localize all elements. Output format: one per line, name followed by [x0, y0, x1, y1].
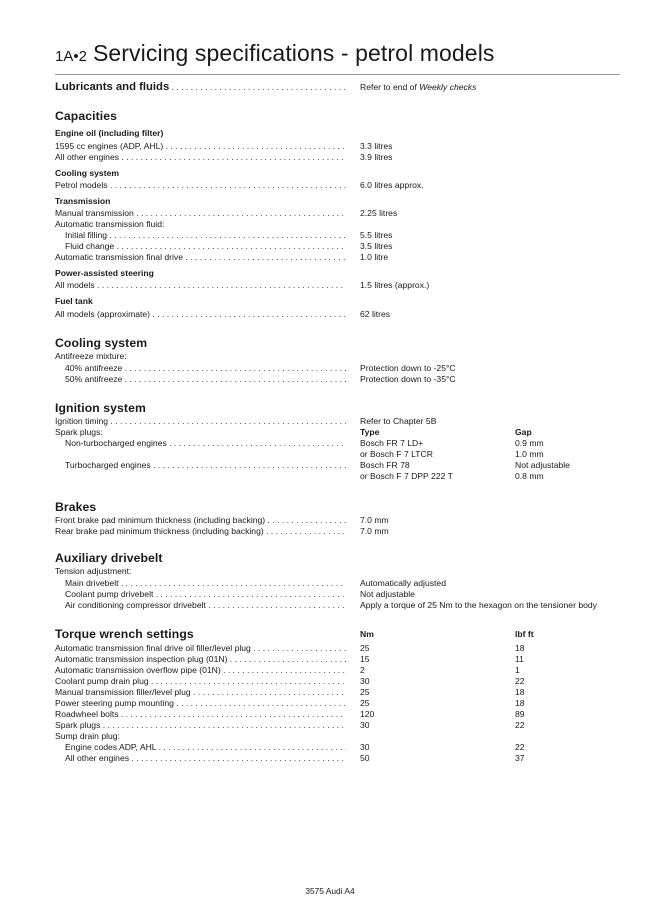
lbf-value: 22 — [515, 720, 525, 730]
spec-label: Main drivebelt . . . — [65, 578, 346, 589]
spec-label: Petrol models . . . — [55, 180, 346, 191]
spec-label: Automatic transmission fluid: — [55, 219, 165, 229]
nm-value: 120 — [360, 709, 375, 719]
nm-value: 15 — [360, 654, 370, 664]
spec-label: Roadwheel bolts . . . — [55, 709, 346, 720]
nm-value: 2 — [360, 665, 365, 675]
lbf-value: 1 — [515, 665, 520, 675]
spec-label: 1595 cc engines (ADP, AHL) . . . — [55, 141, 346, 152]
spec-label: All models (approximate) . . . — [55, 309, 346, 320]
spec-value: 1.0 mm — [515, 449, 544, 459]
lbf-value: 18 — [515, 687, 525, 697]
spec-label: Spark plugs . . . — [55, 720, 346, 731]
nm-value: 50 — [360, 753, 370, 763]
spec-value: Protection down to -25°C — [360, 363, 456, 373]
spec-label: Antifreeze mixture: — [55, 351, 127, 361]
spec-label: Air conditioning compressor drivebelt . . . — [65, 600, 346, 611]
spec-label: Coolant pump drain plug . . . — [55, 676, 346, 687]
spec-value: 0.9 mm — [515, 438, 544, 448]
spec-value: 6.0 litres approx. — [360, 180, 424, 190]
page-header — [55, 40, 495, 67]
cooling-system-heading: Cooling system — [55, 336, 148, 350]
page-number: 1A•2 — [55, 48, 87, 65]
spec-label: Tension adjustment: — [55, 566, 132, 576]
cooling-subheading: Cooling system — [55, 168, 119, 178]
spec-value: 3.3 litres — [360, 141, 393, 151]
column-header-gap: Gap — [515, 427, 532, 437]
spec-label: Ignition timing . . . — [55, 416, 346, 427]
spec-label: Fluid change . . . — [65, 241, 346, 252]
spec-label: Automatic transmission final drive . . . — [55, 252, 346, 263]
nm-value: 30 — [360, 720, 370, 730]
spec-value: or Bosch F 7 LTCR — [360, 449, 433, 459]
nm-value: 25 — [360, 687, 370, 697]
header-rule — [55, 74, 620, 75]
spec-value: Automatically adjusted — [360, 578, 446, 588]
spec-label: Sump drain plug: — [55, 731, 120, 741]
spec-value: Bosch FR 7 LD+ — [360, 438, 424, 448]
spec-label: Automatic transmission inspection plug (01N) . . . — [55, 654, 346, 665]
spec-label: Automatic transmission final drive oil filler/level plug . . . — [55, 643, 346, 654]
spec-label: Front brake pad minimum thickness (including backing) . . . — [55, 515, 346, 526]
spec-label: Manual transmission . . . — [55, 208, 346, 219]
column-header-type: Type — [360, 427, 380, 437]
lbf-value: 89 — [515, 709, 525, 719]
nm-value: 30 — [360, 742, 370, 752]
spec-value: Apply a torque of 25 Nm to the hexagon on the tensioner body — [360, 600, 597, 610]
spec-value: 2.25 litres — [360, 208, 398, 218]
spec-value: 7.0 mm — [360, 515, 389, 525]
nm-value: 30 — [360, 676, 370, 686]
spec-label: 50% antifreeze . . . — [65, 374, 346, 385]
spec-label: Manual transmission filler/level plug . . . — [55, 687, 346, 698]
capacities-heading: Capacities — [55, 109, 117, 123]
spec-label: Power steering pump mounting . . . — [55, 698, 346, 709]
spec-value: 1.5 litres (approx.) — [360, 280, 430, 290]
spec-label: Automatic transmission overflow pipe (01N) . . . — [55, 665, 346, 676]
lubricants-label: Lubricants and fluids . . . — [55, 81, 346, 94]
spec-label: Turbocharged engines . . . — [65, 460, 346, 471]
column-header-nm: Nm — [360, 629, 374, 639]
ignition-heading: Ignition system — [55, 401, 146, 415]
spec-value: 3.5 litres — [360, 241, 393, 251]
spec-label: All models . . . — [55, 280, 346, 291]
lbf-value: 37 — [515, 753, 525, 763]
lbf-value: 18 — [515, 643, 525, 653]
spec-label: 40% antifreeze . . . — [65, 363, 346, 374]
spec-label: All other engines . . . — [65, 753, 346, 764]
lbf-value: 18 — [515, 698, 525, 708]
lbf-value: 22 — [515, 676, 525, 686]
spec-label: Coolant pump drivebelt . . . — [65, 589, 346, 600]
nm-value: 25 — [360, 698, 370, 708]
spec-value: 1.0 litre — [360, 252, 389, 262]
spec-value: 5.5 litres — [360, 230, 393, 240]
spec-label: All other engines . . . — [55, 152, 346, 163]
spec-label: Initial filling . . . — [65, 230, 346, 241]
spec-value: 0.8 mm — [515, 471, 544, 481]
transmission-subheading: Transmission — [55, 196, 111, 206]
brakes-heading: Brakes — [55, 500, 97, 514]
spec-label: Non-turbocharged engines . . . — [65, 438, 346, 449]
nm-value: 25 — [360, 643, 370, 653]
spec-value: or Bosch F 7 DPP 222 T — [360, 471, 453, 481]
spec-value: 62 litres — [360, 309, 391, 319]
page-title: Servicing specifications - petrol models — [92, 40, 495, 66]
spec-value: 7.0 mm — [360, 526, 389, 536]
column-header-lbf: lbf ft — [515, 629, 534, 639]
spec-value: 3.9 litres — [360, 152, 393, 162]
drivebelt-heading: Auxiliary drivebelt — [55, 551, 163, 565]
engine-oil-subheading: Engine oil (including filter) — [55, 128, 164, 138]
spec-value: Not adjustable — [515, 460, 570, 470]
spec-value: Refer to Chapter 5B — [360, 416, 437, 426]
spec-value: Not adjustable — [360, 589, 415, 599]
torque-heading: Torque wrench settings — [55, 627, 194, 641]
spec-label: Engine codes ADP, AHL . . . — [65, 742, 346, 753]
steering-subheading: Power-assisted steering — [55, 268, 154, 278]
lubricants-value: Refer to end of Weekly checks — [360, 82, 477, 92]
spec-value: Bosch FR 78 — [360, 460, 410, 470]
spec-label: Spark plugs: — [55, 427, 103, 437]
fuel-tank-subheading: Fuel tank — [55, 296, 93, 306]
page-footer: 3575 Audi A4 — [305, 886, 355, 896]
spec-label: Rear brake pad minimum thickness (including backing) . . . — [55, 526, 346, 537]
lbf-value: 22 — [515, 742, 525, 752]
lbf-value: 11 — [515, 654, 524, 664]
spec-value: Protection down to -35°C — [360, 374, 456, 384]
